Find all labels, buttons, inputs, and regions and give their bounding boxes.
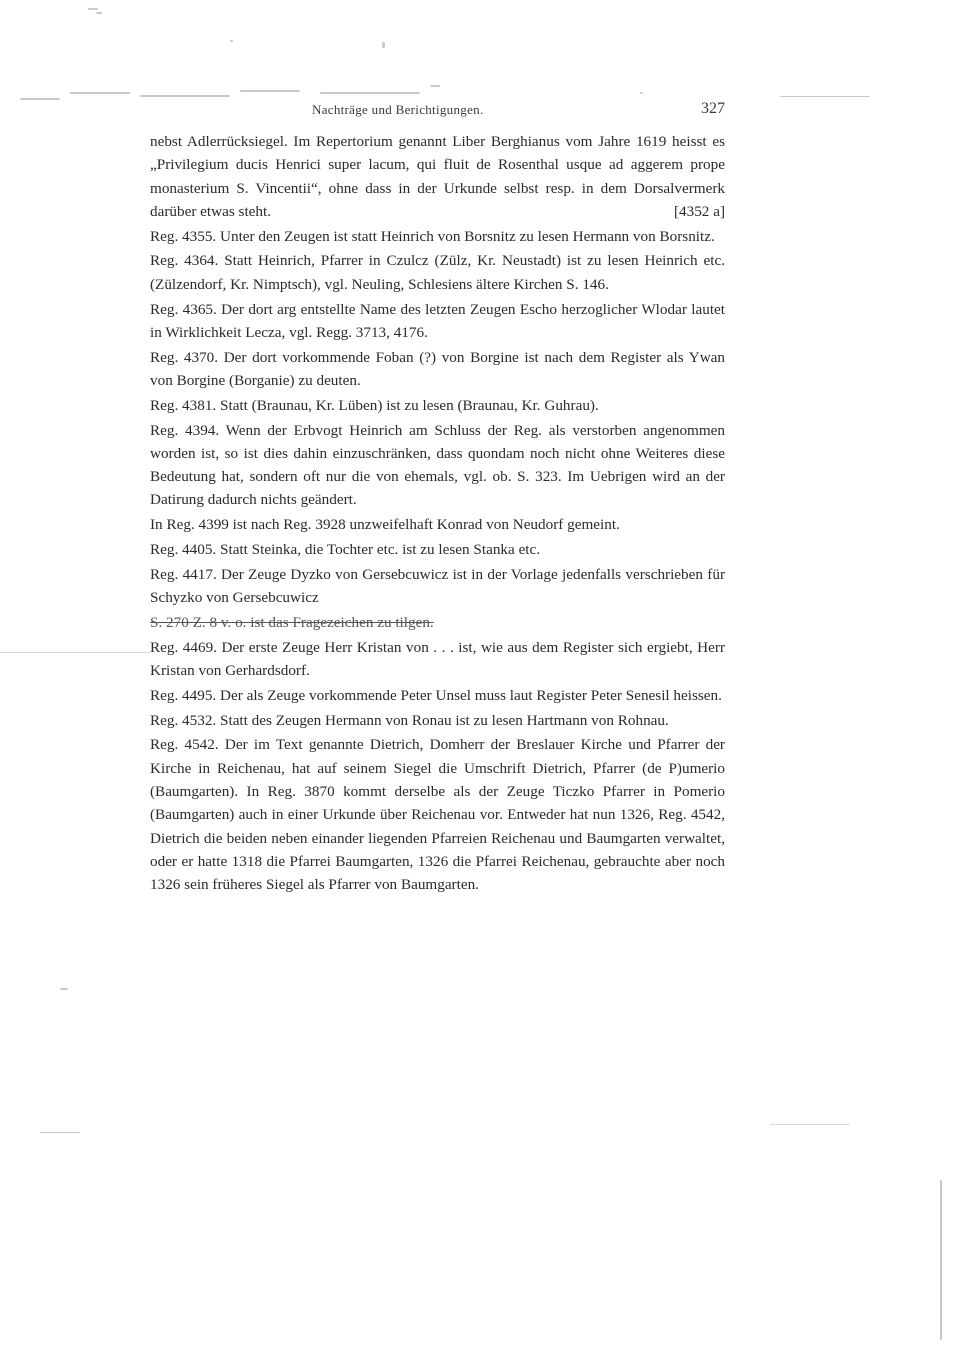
entry-reference: [4352 a] (673, 202, 725, 220)
entry-reg-4355: Reg. 4355. Unter den Zeugen ist statt Heinrich von Borsnitz zu lesen Hermann von Borsnitz. (150, 227, 715, 245)
entry-reg-4495: Reg. 4495. Der als Zeuge vorkommende Peter Unsel muss laut Register Peter Senesil heissen. (150, 686, 722, 704)
entry-reg-4542: Reg. 4542. Der im Text genannte Dietrich, Domherr der Breslauer Kirche und Pfarrer der Kirche in Reichenau, hat auf seinem Siegel die Umschrift Dietrich, Pfarrer (de P)umerio (Baumgarten). In Reg. 3870 kommt derselbe als der Zeuge Ticzko Pfarrer in Pomerio (Baumgarten) auch in einer Urkunde über Reichenau vor. Entweder hat nun 1326, Reg. 4542, Dietrich die beiden neben einander liegenden Pfarreien Reichenau und Baumgarten verwaltet, oder er hatte 1318 die Pfarrei Baumgarten, 1326 die Pfarrei Reichenau, gebrauchte aber noch 1326 sein früheres Siegel als Pfarrer von Baumgarten. (150, 736, 725, 894)
page-header (150, 100, 725, 122)
text-body (150, 130, 725, 898)
scan-artifact-line (770, 1124, 850, 1125)
entry-reg-4469: Reg. 4469. Der erste Zeuge Herr Kristan von . . . ist, wie aus dem Register sich ergiebt, Herr Kristan von Gerhardsdorf. (150, 638, 725, 680)
entry-struck-correction: S. 270 Z. 8 v. o. ist das Fragezeichen zu tilgen. (150, 613, 434, 631)
entry-reg-4399: In Reg. 4399 ist nach Reg. 3928 unzweifelhaft Konrad von Neudorf gemeint. (150, 516, 620, 534)
entry-4352a (150, 130, 725, 223)
entry-reg-4370: Reg. 4370. Der dort vorkommende Foban (?) von Borgine ist nach dem Register als Ywan von Borgine (Borganie) zu deuten. (150, 348, 725, 389)
entry-reg-4405: Reg. 4405. Statt Steinka, die Tochter etc. ist zu lesen Stanka etc. (150, 541, 541, 559)
page-number: 327 (701, 100, 725, 117)
running-title: Nachträge und Berichtigungen. (312, 102, 484, 117)
entry-reg-4364: Reg. 4364. Statt Heinrich, Pfarrer in Czulcz (Zülz, Kr. Neustadt) ist zu lesen Heinrich etc. (Zülzendorf, Kr. Nimptsch), vgl. Neuling, Schlesiens ältere Kirchen S. 146. (150, 252, 725, 293)
entry-text: nebst Adlerrücksiegel. Im Repertorium genannt Liber Berghianus vom Jahre 1619 heisst es „Privilegium ducis Henrici super lacum, qui fluit de Rosenthal usque ad aggerem prope monasterium S. Vincentii“, ohne dass in der Urkunde selbst resp. in dem Dorsalvermerk darüber etwas steht. (150, 133, 725, 220)
entry-reg-4365: Reg. 4365. Der dort arg entstellte Name des letzten Zeugen Escho herzoglicher Wlodar lautet in Wirklichkeit Lecza, vgl. Regg. 3713, 4176. (150, 300, 725, 341)
entry-reg-4381: Reg. 4381. Statt (Braunau, Kr. Lüben) ist zu lesen (Braunau, Kr. Guhrau). (150, 396, 599, 414)
entry-reg-4394: Reg. 4394. Wenn der Erbvogt Heinrich am Schluss der Reg. als verstorben angenommen worden ist, so ist dies dahin einzuschränken, dass quondam noch nicht ohne Weiteres diese Bedeutung hat, sondern oft nur die von ehemals, vgl. ob. S. 323. Im Uebrigen wird an der Datirung dadurch nichts geändert. (150, 421, 725, 509)
entry-reg-4417: Reg. 4417. Der Zeuge Dyzko von Gersebcuwicz ist in der Vorlage jedenfalls verschrieben für Schyzko von Gersebcuwicz (150, 565, 725, 607)
scan-artifact-line (0, 652, 150, 653)
entry-reg-4532: Reg. 4532. Statt des Zeugen Hermann von Ronau ist zu lesen Hartmann von Rohnau. (150, 711, 669, 729)
